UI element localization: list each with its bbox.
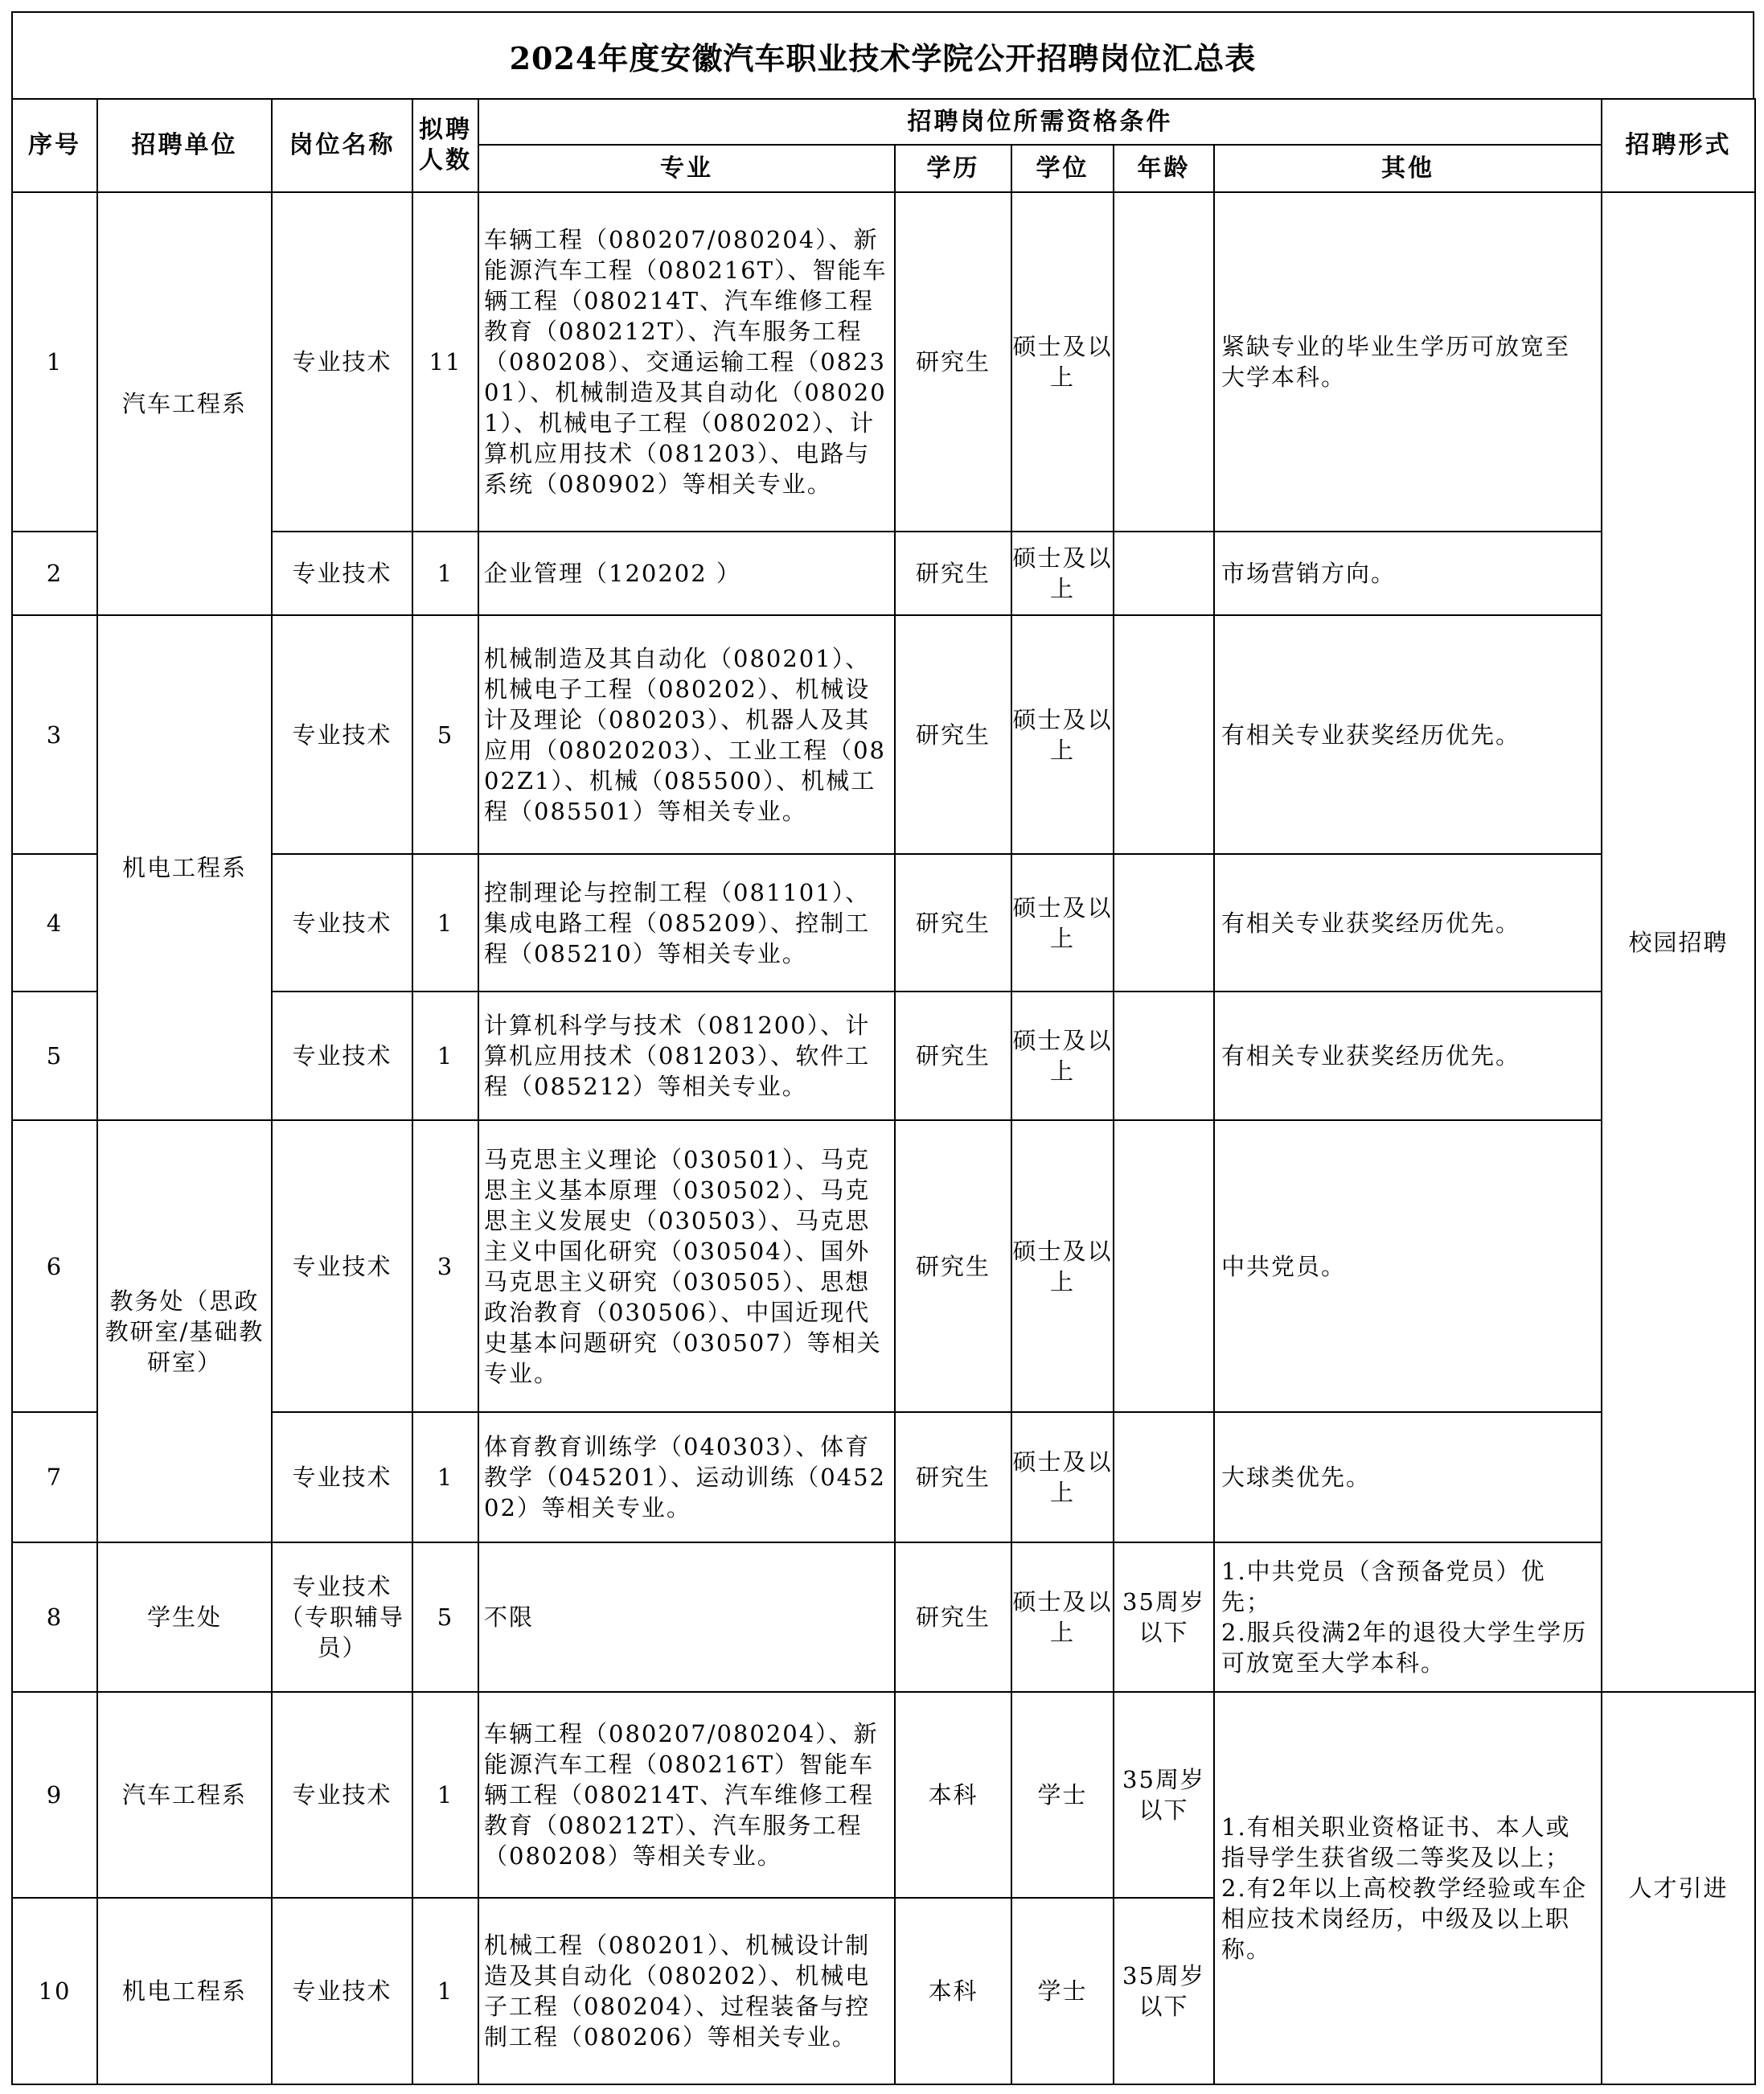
row-age: 35周岁以下 — [1114, 1692, 1214, 1898]
row-post: 专业技术 — [272, 1898, 412, 2084]
row-seq: 10 — [12, 1898, 97, 2084]
row-post: 专业技术 — [272, 854, 412, 992]
row-post: 专业技术 — [272, 1412, 412, 1542]
row-major: 马克思主义理论（030501）、马克思主义基本原理（030502）、马克思主义发展史（030503）、马克思主义中国化研究（030504）、国外马克思主义研究（030505）、思想政治教育（030506）、中国近现代史基本问题研究（030507）等相关专业。 — [478, 1120, 895, 1412]
form-talent: 人才引进 — [1602, 1692, 1755, 2084]
row-count: 5 — [412, 615, 478, 854]
row-age — [1114, 992, 1214, 1120]
header-other: 其他 — [1214, 145, 1602, 192]
row-major: 控制理论与控制工程（081101）、集成电路工程（085209）、控制工程（085210）等相关专业。 — [478, 854, 895, 992]
row-major: 车辆工程（080207/080204）、新能源汽车工程（080216T）、智能车辆工程（080214T、汽车维修工程教育（080212T）、汽车服务工程（080208）、交通运输工程（082301）、机械制造及其自动化（080201）、机械电子工程（080202）、计算机应用技术（081203）、电路与系统（080902）等相关专业。 — [478, 192, 895, 532]
header-age: 年龄 — [1114, 145, 1214, 192]
unit-auto-dept-2: 汽车工程系 — [97, 1692, 272, 1898]
row-major: 机械制造及其自动化（080201）、机械电子工程（080202）、机械设计及理论（080203）、机器人及其应用（08020203）、工业工程（0802Z1）、机械（085500）、机械工程（085501）等相关专业。 — [478, 615, 895, 854]
row-other: 有相关专业获奖经历优先。 — [1214, 615, 1602, 854]
table-row — [12, 1120, 1755, 1412]
header-row-1 — [12, 99, 1755, 145]
row-degree: 硕士及以上 — [1011, 615, 1114, 854]
row-other: 有相关专业获奖经历优先。 — [1214, 854, 1602, 992]
table-row — [12, 192, 1755, 532]
unit-academic-affairs: 教务处（思政教研室/基础教研室） — [97, 1120, 272, 1542]
row-post: 专业技术 — [272, 992, 412, 1120]
row-seq: 4 — [12, 854, 97, 992]
row-count: 3 — [412, 1120, 478, 1412]
row-seq: 8 — [12, 1542, 97, 1692]
row-post: 专业技术 — [272, 615, 412, 854]
row-count: 5 — [412, 1542, 478, 1692]
row-post: 专业技术（专职辅导员） — [272, 1542, 412, 1692]
row-seq: 5 — [12, 992, 97, 1120]
row-degree: 学士 — [1011, 1898, 1114, 2084]
table-row — [12, 854, 1755, 992]
row-education: 研究生 — [895, 1120, 1011, 1412]
row-age — [1114, 1120, 1214, 1412]
table-row — [12, 992, 1755, 1120]
row-other: 市场营销方向。 — [1214, 532, 1602, 615]
header-form: 招聘形式 — [1602, 99, 1755, 192]
table-row — [12, 1692, 1755, 1898]
row-post: 专业技术 — [272, 1120, 412, 1412]
header-qualifications: 招聘岗位所需资格条件 — [478, 99, 1602, 145]
row-other: 紧缺专业的毕业生学历可放宽至大学本科。 — [1214, 192, 1602, 532]
row-education: 研究生 — [895, 615, 1011, 854]
row-count: 11 — [412, 192, 478, 532]
row-education: 本科 — [895, 1692, 1011, 1898]
row-major: 车辆工程（080207/080204）、新能源汽车工程（080216T）智能车辆工程（080214T、汽车维修工程教育（080212T）、汽车服务工程（080208）等相关专业。 — [478, 1692, 895, 1898]
row-degree: 硕士及以上 — [1011, 992, 1114, 1120]
row-education: 研究生 — [895, 992, 1011, 1120]
row-count: 1 — [412, 992, 478, 1120]
row-degree: 硕士及以上 — [1011, 532, 1114, 615]
row-degree: 硕士及以上 — [1011, 1542, 1114, 1692]
recruitment-table — [11, 98, 1756, 2085]
row-post: 专业技术 — [272, 192, 412, 532]
row-education: 研究生 — [895, 192, 1011, 532]
row-major: 机械工程（080201）、机械设计制造及其自动化（080202）、机械电子工程（080204）、过程装备与控制工程（080206）等相关专业。 — [478, 1898, 895, 2084]
row-degree: 学士 — [1011, 1692, 1114, 1898]
table-row — [12, 1542, 1755, 1692]
header-post: 岗位名称 — [272, 99, 412, 192]
row-other: 1.中共党员（含预备党员）优先； 2.服兵役满2年的退役大学生学历可放宽至大学本科。 — [1214, 1542, 1602, 1692]
row-degree: 硕士及以上 — [1011, 854, 1114, 992]
header-education: 学历 — [895, 145, 1011, 192]
row-major: 不限 — [478, 1542, 895, 1692]
row-degree: 硕士及以上 — [1011, 1120, 1114, 1412]
row-degree: 硕士及以上 — [1011, 192, 1114, 532]
row-seq: 1 — [12, 192, 97, 532]
unit-student-affairs: 学生处 — [97, 1542, 272, 1692]
row-age — [1114, 192, 1214, 532]
row-age — [1114, 615, 1214, 854]
row-education: 研究生 — [895, 1542, 1011, 1692]
document-title: 2024年度安徽汽车职业技术学院公开招聘岗位汇总表 — [11, 11, 1754, 98]
row-post: 专业技术 — [272, 532, 412, 615]
row-seq: 2 — [12, 532, 97, 615]
unit-mech-dept: 机电工程系 — [97, 615, 272, 1120]
row-major: 企业管理（120202 ） — [478, 532, 895, 615]
shared-other-9-10: 1.有相关职业资格证书、本人或指导学生获省级二等奖及以上； 2.有2年以上高校教学经验或车企相应技术岗经历，中级及以上职称。 — [1214, 1692, 1602, 2084]
table-row — [12, 1412, 1755, 1542]
row-count: 1 — [412, 854, 478, 992]
row-seq: 9 — [12, 1692, 97, 1898]
row-major: 体育教育训练学（040303）、体育教学（045201）、运动训练（045202）等相关专业。 — [478, 1412, 895, 1542]
unit-auto-dept: 汽车工程系 — [97, 192, 272, 615]
unit-mech-dept-2: 机电工程系 — [97, 1898, 272, 2084]
row-seq: 7 — [12, 1412, 97, 1542]
row-education: 研究生 — [895, 854, 1011, 992]
row-major: 计算机科学与技术（081200）、计算机应用技术（081203）、软件工程（085212）等相关专业。 — [478, 992, 895, 1120]
row-age: 35周岁以下 — [1114, 1898, 1214, 2084]
row-seq: 6 — [12, 1120, 97, 1412]
row-education: 研究生 — [895, 532, 1011, 615]
row-other: 中共党员。 — [1214, 1120, 1602, 1412]
form-campus: 校园招聘 — [1602, 192, 1755, 1692]
row-education: 本科 — [895, 1898, 1011, 2084]
header-count: 拟聘人数 — [412, 99, 478, 192]
row-count: 1 — [412, 1898, 478, 2084]
table-row — [12, 532, 1755, 615]
header-major: 专业 — [478, 145, 895, 192]
row-post: 专业技术 — [272, 1692, 412, 1898]
row-count: 1 — [412, 1692, 478, 1898]
recruitment-sheet — [11, 11, 1754, 2085]
row-age — [1114, 1412, 1214, 1542]
header-unit: 招聘单位 — [97, 99, 272, 192]
row-other: 有相关专业获奖经历优先。 — [1214, 992, 1602, 1120]
row-education: 研究生 — [895, 1412, 1011, 1542]
row-age — [1114, 532, 1214, 615]
row-degree: 硕士及以上 — [1011, 1412, 1114, 1542]
row-age: 35周岁以下 — [1114, 1542, 1214, 1692]
row-other: 大球类优先。 — [1214, 1412, 1602, 1542]
header-degree: 学位 — [1011, 145, 1114, 192]
row-seq: 3 — [12, 615, 97, 854]
header-seq: 序号 — [12, 99, 97, 192]
row-count: 1 — [412, 532, 478, 615]
table-row — [12, 615, 1755, 854]
row-count: 1 — [412, 1412, 478, 1542]
row-age — [1114, 854, 1214, 992]
